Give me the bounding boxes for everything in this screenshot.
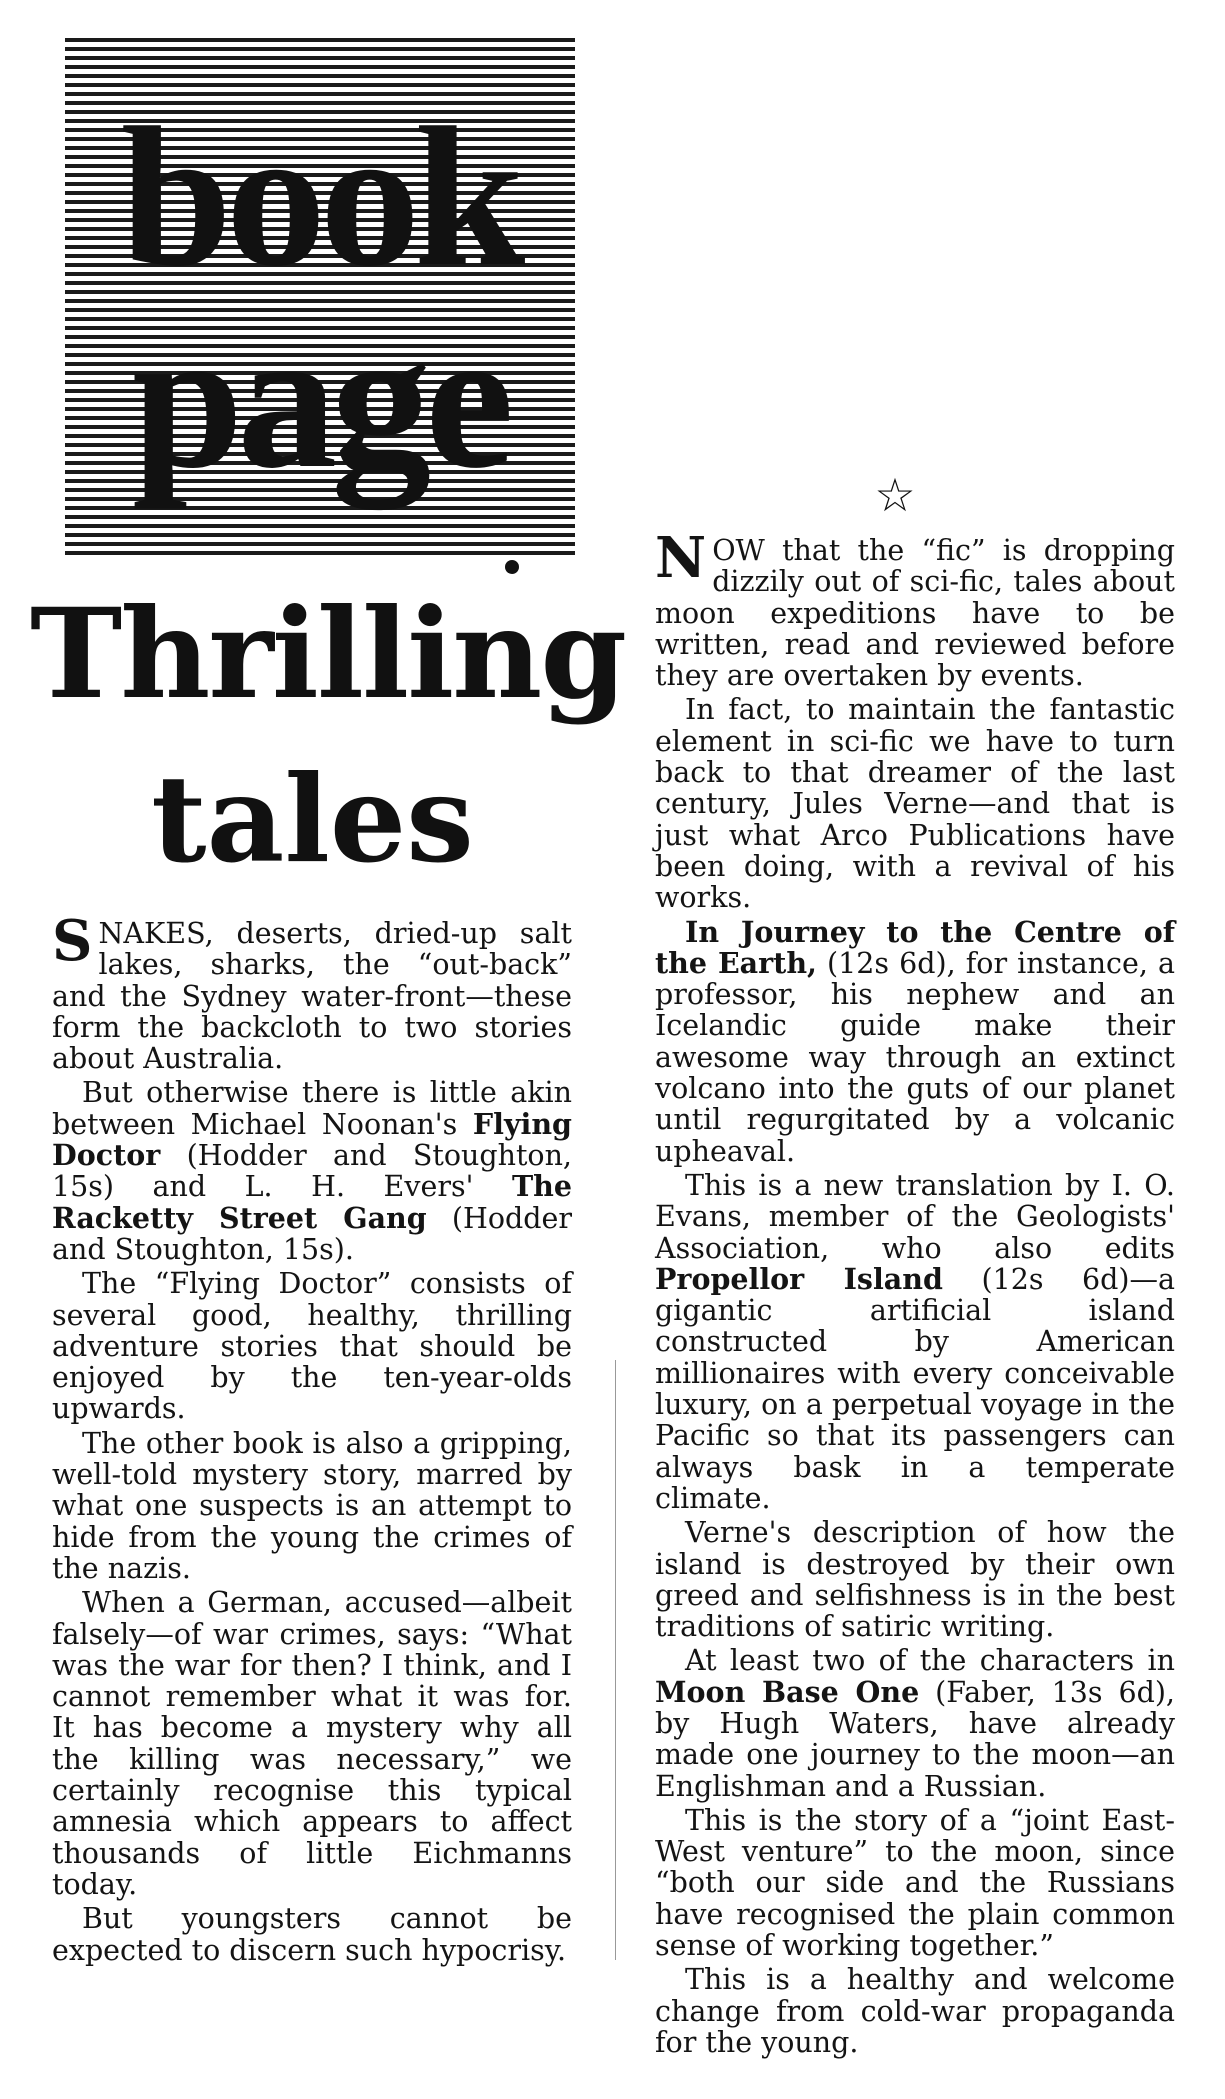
article-paragraph: Verne's description of how the island is destroyed by their own greed and selfishness is in the best traditions of satiric writing. [655,1516,1175,1644]
article-paragraph: The other book is also a gripping, well-told mystery story, marred by what one suspects is an attempt to hide from the young the crimes of the nazis. [52,1426,572,1585]
book-title-racketty-street-gang: The Racketty Street Gang [52,1169,572,1235]
article-paragraph: But youngsters cannot be expected to discern such hypocrisy. [52,1902,572,1967]
article-paragraph: In Journey to the Centre of the Earth, (12s 6d), for instance, a professor, his nephew and an Icelandic guide make their awesome way through an extinct volcano into the guts of our planet until regurgitated by a volcanic upheaval. [655,914,1175,1168]
book-title-flying-doctor: Flying Doctor [52,1106,572,1173]
article-paragraph: This is a new translation by I. O. Evans, member of the Geologists' Association, who also edits Propellor Island (12s 6d)—a gigantic artificial island constructed by American millionaires with every conceivable luxury, on a perpetual voyage in the Pacific so that its passengers can always bask in a temperate climate. [655,1168,1175,1515]
star-ornament-icon: ☆ [874,468,916,522]
drop-cap: S [52,908,93,974]
article-paragraph: NOW that the “fic” is dropping dizzily out of sci-fic, tales about moon expeditions have to be written, read and reviewed before they are overtaken by events. [655,525,1175,693]
right-column [655,525,1175,2061]
drop-cap: N [655,525,707,591]
headline-line-1: Thrilling [30,582,626,727]
masthead-word-book: book [120,87,520,308]
article-paragraph: This is a healthy and welcome change from cold-war propaganda for the young. [655,1963,1175,2059]
article-paragraph: At least two of the characters in Moon Base One (Faber, 13s 6d), by Hugh Waters, have already made one journey to the moon—an Englishman and a Russian. [655,1644,1175,1803]
left-column [52,908,573,1969]
article-paragraph: When a German, accused—albeit falsely—of war crimes, says: “What was the war for then? I think, and I cannot remember what it was for. It has become a mystery why all the killing was necessary,” we certainly recognise this typical amnesia which appears to affect thousands of little Eichmanns today. [52,1586,572,1901]
article-paragraph: But otherwise there is little akin between Michael Noonan's Flying Doctor (Hodder and Stoughton, 15s) and L. H. Evers' The Racketty Street Gang (Hodder and Stoughton, 15s). [52,1076,573,1266]
column-divider [615,1360,616,1960]
article-paragraph: SNAKES, deserts, dried-up salt lakes, sharks, the “out-back” and the Sydney water-front—these form the backcloth to two stories about Australia. [52,908,572,1076]
headline-line-2: tales [151,749,474,890]
masthead-word-page: page [132,289,508,510]
article-paragraph: This is the story of a “joint East-West venture” to the moon, since “both our side and the Russians have recognised the plain common sense of working together.” [655,1803,1175,1963]
book-page-masthead [65,38,575,558]
book-title-propellor-island: Propellor Island [655,1261,943,1296]
book-title-moon-base-one: Moon Base One [655,1674,920,1709]
book-title-journey: In Journey to the Centre of the Earth, [655,914,1175,980]
masthead-dot [505,560,519,574]
article-paragraph: The “Flying Doctor” consists of several good, healthy, thrilling adventure stories that should be enjoyed by the ten-year-olds upwards. [52,1267,572,1426]
article-paragraph: In fact, to maintain the fantastic element in sci-fic we have to turn back to that dreamer of the last century, Jules Verne—and that is just what Arco Publications have been doing, with a revival of his works. [655,693,1175,915]
